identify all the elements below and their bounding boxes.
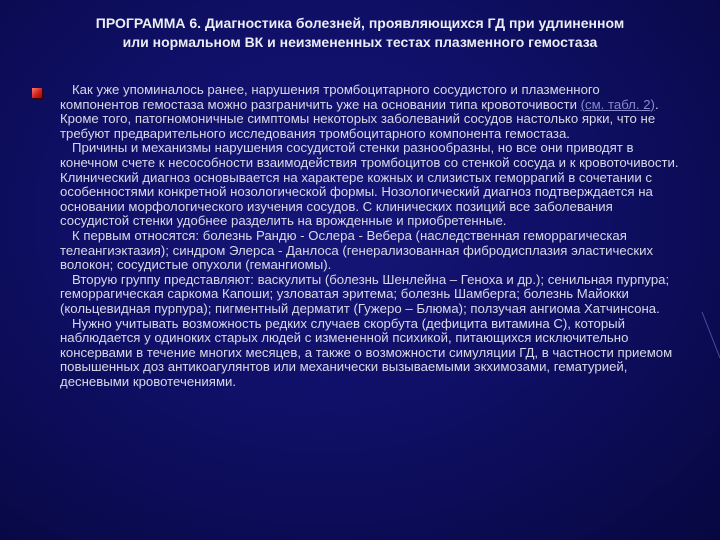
slide-title-line-1: ПРОГРАММА 6. Диагностика болезней, проявляющихся ГД при удлиненном (95, 15, 625, 31)
paragraph-scurvy: Нужно учитывать возможность редких случаев скорбута (дефицита витамина С), который наблюдается у одиноких старых людей с измененной психикой, питающихся исключительно консервами в течение многих месяцев, а также о возможности симуляции ГД, в частности приемом повышенных доз антикоагулянтов или механически вызываемыми экхимозами, гематурией, десневыми кровотечениями. (60, 315, 673, 389)
table-2-link[interactable]: (см. табл. 2) (580, 96, 655, 112)
slide-body (60, 83, 680, 389)
slide-title-line-2: или нормальном ВК и неизмененных тестах плазменного гемостаза (122, 34, 598, 50)
decorative-line (700, 310, 720, 370)
paragraph-intro (60, 83, 680, 141)
paragraph-causes: Причины и механизмы нарушения сосудистой стенки разнообразны, но все они приводят в конечном счете к несособности взаимодействия тромбоцитов со стенкой сосуда и к кровоточивости. Клинический диагноз основывается на характере кожных и слизистых геморрагий в сочетании с особенностями конкретной нозологической формы. Нозологический диагноз подтверждается на основании морфологического изучения сосудов. С клинических позиций все заболевания сосудистой стенки удобнее разделить на врожденные и приобретенные. (60, 140, 679, 229)
paragraph-intro-text-start: Как уже упоминалось ранее, нарушения тромбоцитарного сосудистого и плазменного компонентов гемостаза можно разграничить уже на основании типа кровоточивости (60, 82, 600, 112)
red-square-bullet-icon (32, 88, 42, 98)
paragraph-acquired: Вторую группу представляют: васкулиты (болезнь Шенлейна – Геноха и др.); сенильная пурпура; геморрагическая саркома Капоши; узловатая эритема; болезнь Шамберга; болезнь Майокки (кольцевидная пурпура); пигментный дерматит (Гужеро – Блюма); ползучая ангиома Хатчинсона. (60, 271, 670, 316)
paragraph-congenital: К первым относятся: болезнь Рандю - Ослера - Вебера (наследственная геморрагическая телеангиэктазия); синдром Элерса - Данлоса (генерализованная фибродисплазия эластических волокон; сосудистые опухоли (гемангиомы). (60, 227, 654, 273)
slide-title (40, 14, 680, 52)
paragraph-intro-text-end: . Кроме того, патогномоничные симптомы некоторых заболеваний сосудов настолько ярки, что не требуют предварительного исследования тромбоцитарного компонента гемостаза. (60, 96, 659, 141)
